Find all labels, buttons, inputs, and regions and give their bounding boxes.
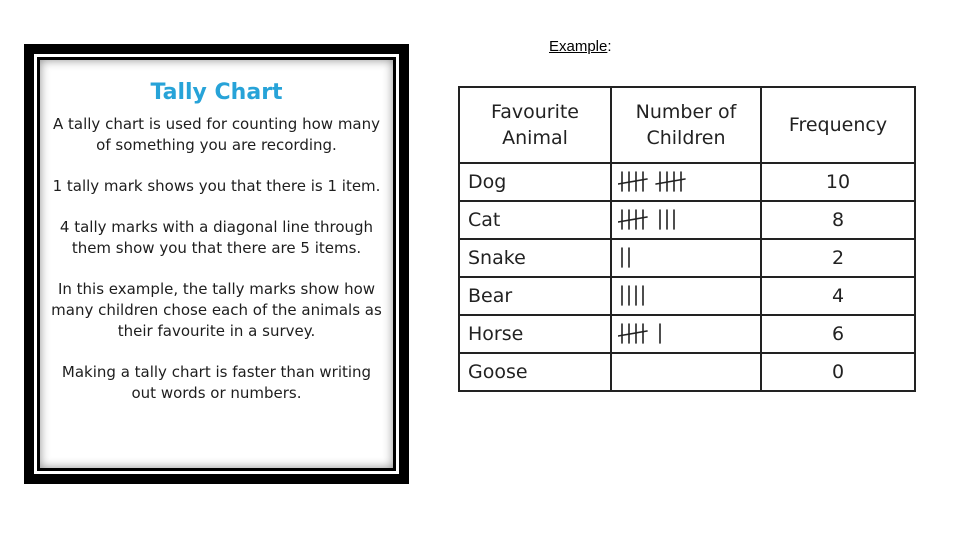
tally-table [458, 86, 916, 392]
animal-cell: Bear [459, 277, 611, 315]
tally-svg [618, 321, 748, 347]
table-row [459, 201, 915, 239]
tally-svg [618, 169, 748, 195]
frame-gap [34, 54, 399, 474]
table-row [459, 353, 915, 391]
table-row [459, 277, 915, 315]
panel-paragraph-3: 4 tally marks with a diagonal line through them show you that there are 5 items. [59, 218, 374, 257]
table-header-row [459, 87, 915, 163]
frequency-cell: 0 [761, 353, 915, 391]
info-panel [40, 60, 393, 468]
tally-svg [618, 245, 748, 271]
tally-marks [611, 163, 761, 201]
animal-cell: Snake [459, 239, 611, 277]
animal-cell: Dog [459, 163, 611, 201]
header-favourite-animal: Favourite Animal [459, 87, 611, 163]
frequency-cell: 4 [761, 277, 915, 315]
header-number-of-children: Number of Children [611, 87, 761, 163]
frequency-cell: 2 [761, 239, 915, 277]
panel-paragraph-5: Making a tally chart is faster than writing out words or numbers. [61, 363, 372, 402]
example-label [549, 38, 612, 55]
frame-inner-border [37, 57, 396, 471]
table-row [459, 315, 915, 353]
frequency-cell: 10 [761, 163, 915, 201]
example-label-colon: : [607, 38, 612, 55]
example-label-text: Example [549, 38, 608, 55]
frequency-cell: 8 [761, 201, 915, 239]
tally-marks [611, 353, 761, 391]
tally-svg [618, 207, 748, 233]
header-frequency: Frequency [761, 87, 915, 163]
panel-paragraph-4: In this example, the tally marks show how many children chose each of the animals as their favourite in a survey. [51, 280, 382, 340]
tally-marks [611, 277, 761, 315]
panel-paragraph-2: 1 tally mark shows you that there is 1 item. [52, 177, 381, 195]
info-panel-frame [24, 44, 409, 484]
tally-marks [611, 239, 761, 277]
tally-svg [618, 283, 748, 309]
tally-marks [611, 315, 761, 353]
panel-paragraph-1: A tally chart is used for counting how many of something you are recording. [52, 115, 381, 154]
frequency-cell: 6 [761, 315, 915, 353]
table-row [459, 239, 915, 277]
animal-cell: Goose [459, 353, 611, 391]
animal-cell: Horse [459, 315, 611, 353]
table-row [459, 163, 915, 201]
tally-marks [611, 201, 761, 239]
animal-cell: Cat [459, 201, 611, 239]
info-panel-content [40, 78, 393, 424]
panel-title: Tally Chart [150, 80, 283, 105]
tally-svg [618, 359, 748, 385]
